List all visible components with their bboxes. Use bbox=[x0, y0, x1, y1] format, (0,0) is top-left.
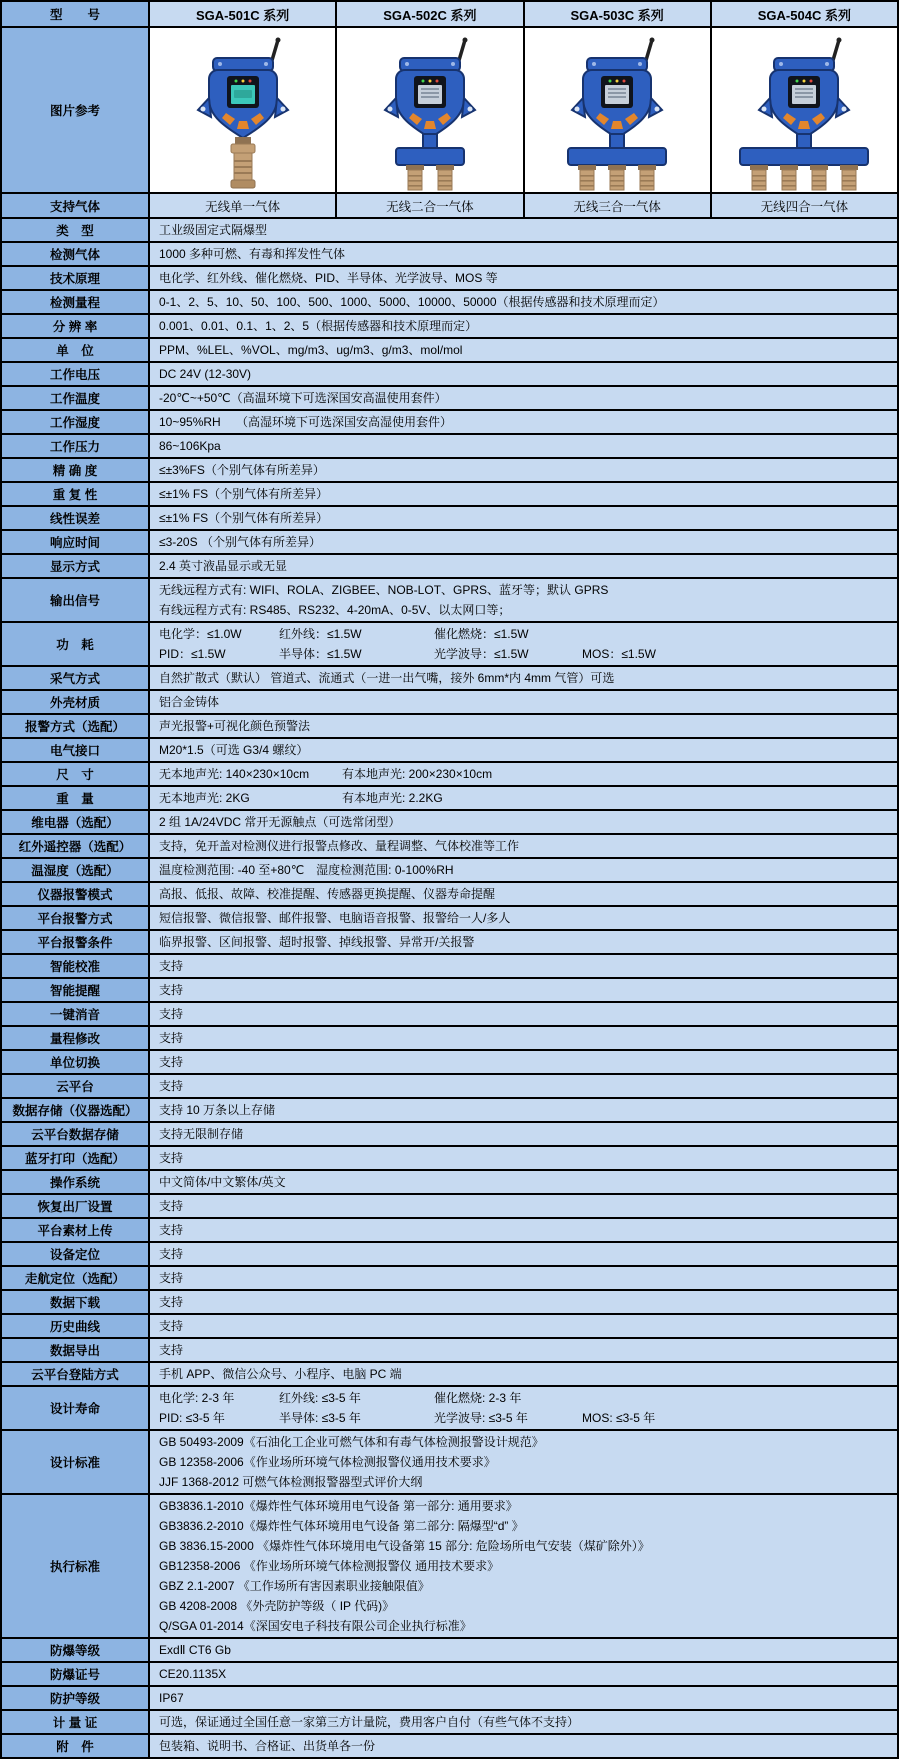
spec-row-value: 包装箱、说明书、合格证、出货单各一份 bbox=[150, 1735, 897, 1757]
spec-row-label: 平台报警条件 bbox=[2, 931, 150, 953]
gas-detector-triple-illustration bbox=[526, 34, 708, 192]
spec-row bbox=[2, 1687, 897, 1711]
supported-gas-504c: 无线四合一气体 bbox=[712, 194, 897, 217]
spec-row-label: 维电器（选配） bbox=[2, 811, 150, 833]
spec-row bbox=[2, 339, 897, 363]
spec-value-segment: 无本地声光: 2KG bbox=[159, 791, 250, 805]
spec-row-label: 分 辨 率 bbox=[2, 315, 150, 337]
spec-value-segment: 催化燃烧: 2-3 年 bbox=[434, 1391, 522, 1405]
spec-row bbox=[2, 1099, 897, 1123]
spec-row bbox=[2, 579, 897, 623]
spec-row-value: 2 组 1A/24VDC 常开无源触点（可选常闭型） bbox=[150, 811, 897, 833]
spec-row bbox=[2, 883, 897, 907]
spec-row-value: 支持 bbox=[150, 1267, 897, 1289]
spec-row-label: 精 确 度 bbox=[2, 459, 150, 481]
spec-row bbox=[2, 1075, 897, 1099]
spec-row bbox=[2, 1123, 897, 1147]
spec-row bbox=[2, 811, 897, 835]
spec-row-label: 电气接口 bbox=[2, 739, 150, 761]
spec-row-label: 检测气体 bbox=[2, 243, 150, 265]
spec-rows-container bbox=[2, 219, 897, 1757]
spec-row-value: 无线远程方式有: WIFI、ROLA、ZIGBEE、NOB-LOT、GPRS、蓝牙等；默认 GPRS 有线远程方式有: RS485、RS232、4-20mA、0-5V、以太网口等； bbox=[150, 579, 897, 621]
spec-row-value bbox=[150, 763, 897, 785]
spec-row-value: M20*1.5（可选 G3/4 螺纹） bbox=[150, 739, 897, 761]
spec-row-label: 单 位 bbox=[2, 339, 150, 361]
spec-value-segment: 有本地声光: 200×230×10cm bbox=[342, 767, 493, 781]
spec-row bbox=[2, 1051, 897, 1075]
model-header-row bbox=[2, 2, 897, 28]
spec-row-value: 支持 bbox=[150, 955, 897, 977]
spec-row-label: 云平台 bbox=[2, 1075, 150, 1097]
spec-row-value: 0.001、0.01、0.1、1、2、5（根据传感器和技术原理而定） bbox=[150, 315, 897, 337]
spec-row-label: 显示方式 bbox=[2, 555, 150, 577]
spec-row-value: 1000 多种可燃、有毒和挥发性气体 bbox=[150, 243, 897, 265]
spec-row-value: 86~106Kpa bbox=[150, 435, 897, 457]
spec-row-label: 数据下载 bbox=[2, 1291, 150, 1313]
supported-gas-label: 支持气体 bbox=[2, 194, 150, 217]
spec-row-label: 云平台数据存储 bbox=[2, 1123, 150, 1145]
spec-row-value: GB3836.1-2010《爆炸性气体环境用电气设备 第一部分: 通用要求》 GB3836.2-2010《爆炸性气体环境用电气设备 第二部分: 隔爆型“d” 》 GB 3836.15-2000 《爆炸性气体环境用电气设备第 15 部分: 危险场所电气安装（煤矿除外）》 GB12358-2006 《作业场所环境气体检测报警仪 通用技术要求》 GBZ 2.1-2007 《工作场所有害因素职业接触限值》 GB 4208-2008 《外壳防护等级（ IP 代码)》 Q/SGA 01-2014《深国安电子科技有限公司企业执行标准》 bbox=[150, 1495, 897, 1637]
spec-row-label: 单位切换 bbox=[2, 1051, 150, 1073]
spec-row-value: 支持 bbox=[150, 1315, 897, 1337]
spec-row-label: 防爆等级 bbox=[2, 1639, 150, 1661]
spec-row bbox=[2, 835, 897, 859]
spec-row-value: 10~95%RH （高湿环境下可选深国安高湿使用套件） bbox=[150, 411, 897, 433]
spec-row bbox=[2, 955, 897, 979]
spec-row bbox=[2, 1003, 897, 1027]
spec-row-value: ≤±1% FS（个别气体有所差异） bbox=[150, 507, 897, 529]
spec-row-value: DC 24V (12-30V) bbox=[150, 363, 897, 385]
spec-row bbox=[2, 291, 897, 315]
spec-value-segment: 半导体：≤1.5W bbox=[279, 647, 362, 661]
spec-row-value: 中文简体/中文繁体/英文 bbox=[150, 1171, 897, 1193]
spec-row bbox=[2, 1387, 897, 1431]
spec-value-segment: MOS: ≤3-5 年 bbox=[582, 1411, 656, 1425]
spec-row bbox=[2, 739, 897, 763]
spec-value-segment: 催化燃烧：≤1.5W bbox=[434, 627, 529, 641]
spec-row-label: 尺 寸 bbox=[2, 763, 150, 785]
spec-row-value: 支持 bbox=[150, 1075, 897, 1097]
spec-value-segment: MOS：≤1.5W bbox=[582, 647, 656, 661]
spec-row bbox=[2, 1171, 897, 1195]
spec-row bbox=[2, 691, 897, 715]
spec-row-label: 计 量 证 bbox=[2, 1711, 150, 1733]
spec-row-label: 报警方式（选配） bbox=[2, 715, 150, 737]
spec-row bbox=[2, 763, 897, 787]
spec-row-label: 响应时间 bbox=[2, 531, 150, 553]
spec-value-segment: 电化学: 2-3 年 bbox=[159, 1391, 235, 1405]
spec-row-label: 功 耗 bbox=[2, 623, 150, 665]
spec-row bbox=[2, 859, 897, 883]
gas-detector-quad-illustration bbox=[713, 34, 895, 192]
spec-row-label: 工作湿度 bbox=[2, 411, 150, 433]
spec-row-label: 类 型 bbox=[2, 219, 150, 241]
spec-row bbox=[2, 555, 897, 579]
spec-row-value: ExdⅡ CT6 Gb bbox=[150, 1639, 897, 1661]
spec-row-value: 支持 bbox=[150, 1219, 897, 1241]
spec-value-segment: 红外线: ≤3-5 年 bbox=[279, 1391, 361, 1405]
spec-row bbox=[2, 787, 897, 811]
spec-row-value: 0-1、2、5、10、50、100、500、1000、5000、10000、50000（根据传感器和技术原理而定） bbox=[150, 291, 897, 313]
spec-row-value: 支持 bbox=[150, 979, 897, 1001]
spec-row-label: 设计标准 bbox=[2, 1431, 150, 1493]
model-name-sga-503c: SGA-503C 系列 bbox=[525, 2, 712, 26]
spec-row bbox=[2, 1339, 897, 1363]
spec-row bbox=[2, 1219, 897, 1243]
spec-row-label: 智能提醒 bbox=[2, 979, 150, 1001]
spec-row-label: 重 复 性 bbox=[2, 483, 150, 505]
model-name-sga-502c: SGA-502C 系列 bbox=[337, 2, 524, 26]
spec-row-value bbox=[150, 623, 897, 665]
spec-row bbox=[2, 435, 897, 459]
spec-row bbox=[2, 1735, 897, 1757]
spec-row bbox=[2, 531, 897, 555]
spec-row-label: 执行标准 bbox=[2, 1495, 150, 1637]
spec-row-value: 自然扩散式（默认） 管道式、流通式（一进一出气嘴，接外 6mm*内 4mm 气管）可选 bbox=[150, 667, 897, 689]
product-photo-single-gas bbox=[150, 28, 337, 192]
gas-detector-single-illustration bbox=[152, 34, 334, 192]
spec-row-value: ≤±1% FS（个别气体有所差异） bbox=[150, 483, 897, 505]
spec-row-value: GB 50493-2009《石油化工企业可燃气体和有毒气体检测报警设计规范》 GB 12358-2006《作业场所环境气体检测报警仪通用技术要求》 JJF 1368-2012 可燃气体检测报警器型式评价大纲 bbox=[150, 1431, 897, 1493]
spec-value-segment: 光学波导: ≤3-5 年 bbox=[434, 1411, 528, 1425]
spec-row-label: 平台报警方式 bbox=[2, 907, 150, 929]
spec-row bbox=[2, 1315, 897, 1339]
spec-value-segment: 光学波导：≤1.5W bbox=[434, 647, 529, 661]
spec-row bbox=[2, 1147, 897, 1171]
spec-row-value: ≤3-20S （个别气体有所差异） bbox=[150, 531, 897, 553]
spec-row-value: 支持 bbox=[150, 1147, 897, 1169]
spec-row-value: 声光报警+可视化颜色预警法 bbox=[150, 715, 897, 737]
spec-row-label: 线性误差 bbox=[2, 507, 150, 529]
spec-row bbox=[2, 1027, 897, 1051]
spec-row bbox=[2, 667, 897, 691]
spec-row bbox=[2, 1267, 897, 1291]
spec-row-label: 设计寿命 bbox=[2, 1387, 150, 1429]
spec-row-value: 电化学、红外线、催化燃烧、PID、半导体、光学波导、MOS 等 bbox=[150, 267, 897, 289]
spec-row-label: 量程修改 bbox=[2, 1027, 150, 1049]
spec-row bbox=[2, 1291, 897, 1315]
spec-row-value: 高报、低报、故障、校准提醒、传感器更换提醒、仪器寿命提醒 bbox=[150, 883, 897, 905]
spec-row-label: 智能校准 bbox=[2, 955, 150, 977]
spec-row bbox=[2, 1243, 897, 1267]
spec-row bbox=[2, 507, 897, 531]
spec-value-segment: 红外线：≤1.5W bbox=[279, 627, 362, 641]
spec-row bbox=[2, 243, 897, 267]
spec-row-value: 支持，免开盖对检测仪进行报警点修改、量程调整、气体校准等工作 bbox=[150, 835, 897, 857]
spec-row-value: 短信报警、微信报警、邮件报警、电脑语音报警、报警给一人/多人 bbox=[150, 907, 897, 929]
spec-row bbox=[2, 623, 897, 667]
gas-detector-dual-illustration bbox=[339, 34, 521, 192]
image-row-label: 图片参考 bbox=[2, 28, 150, 192]
spec-row bbox=[2, 1363, 897, 1387]
spec-row-value: 手机 APP、微信公众号、小程序、电脑 PC 端 bbox=[150, 1363, 897, 1385]
spec-row-label: 操作系统 bbox=[2, 1171, 150, 1193]
spec-row-value: 可选，保证通过全国任意一家第三方计量院，费用客户自付（有些气体不支持） bbox=[150, 1711, 897, 1733]
image-reference-row bbox=[2, 28, 897, 194]
spec-row-value: 支持 bbox=[150, 1003, 897, 1025]
spec-row bbox=[2, 219, 897, 243]
spec-row-label: 附 件 bbox=[2, 1735, 150, 1757]
model-header-label: 型 号 bbox=[2, 2, 150, 26]
supported-gas-503c: 无线三合一气体 bbox=[525, 194, 712, 217]
spec-row bbox=[2, 1431, 897, 1495]
spec-value-segment: 有本地声光: 2.2KG bbox=[342, 791, 443, 805]
spec-row-label: 仪器报警模式 bbox=[2, 883, 150, 905]
spec-row-value: 支持 10 万条以上存储 bbox=[150, 1099, 897, 1121]
spec-row-label: 技术原理 bbox=[2, 267, 150, 289]
spec-row bbox=[2, 363, 897, 387]
spec-row-value: 铝合金铸体 bbox=[150, 691, 897, 713]
spec-row-value: ≤±3%FS（个别气体有所差异） bbox=[150, 459, 897, 481]
supported-gas-row bbox=[2, 194, 897, 219]
spec-row-label: 防爆证号 bbox=[2, 1663, 150, 1685]
product-photo-triple-gas bbox=[525, 28, 712, 192]
spec-row-label: 重 量 bbox=[2, 787, 150, 809]
spec-row bbox=[2, 715, 897, 739]
spec-row bbox=[2, 267, 897, 291]
spec-row-label: 历史曲线 bbox=[2, 1315, 150, 1337]
spec-row-label: 红外遥控器（选配） bbox=[2, 835, 150, 857]
spec-row-label: 温湿度（选配） bbox=[2, 859, 150, 881]
model-name-sga-504c: SGA-504C 系列 bbox=[712, 2, 897, 26]
spec-row-value: 支持 bbox=[150, 1195, 897, 1217]
spec-value-segment: 半导体: ≤3-5 年 bbox=[279, 1411, 361, 1425]
spec-row-value: 温度检测范围: -40 至+80℃ 湿度检测范围: 0-100%RH bbox=[150, 859, 897, 881]
spec-row-value: 支持 bbox=[150, 1051, 897, 1073]
spec-row bbox=[2, 931, 897, 955]
spec-value-segment: 电化学：≤1.0W bbox=[159, 627, 242, 641]
spec-row bbox=[2, 1711, 897, 1735]
spec-row-label: 一键消音 bbox=[2, 1003, 150, 1025]
spec-row-label: 设备定位 bbox=[2, 1243, 150, 1265]
spec-row-value: -20℃~+50℃（高温环境下可选深国安高温使用套件） bbox=[150, 387, 897, 409]
spec-row-value: 支持无限制存储 bbox=[150, 1123, 897, 1145]
spec-row bbox=[2, 483, 897, 507]
spec-row-label: 检测量程 bbox=[2, 291, 150, 313]
spec-row-value: 支持 bbox=[150, 1027, 897, 1049]
spec-value-segment: PID：≤1.5W bbox=[159, 647, 226, 661]
product-photo-quad-gas bbox=[712, 28, 897, 192]
spec-row-value: 工业级固定式隔爆型 bbox=[150, 219, 897, 241]
spec-row-value: 支持 bbox=[150, 1243, 897, 1265]
spec-row-label: 数据存储（仪器选配） bbox=[2, 1099, 150, 1121]
model-name-sga-501c: SGA-501C 系列 bbox=[150, 2, 337, 26]
spec-row-value bbox=[150, 1387, 897, 1429]
spec-row-label: 走航定位（选配） bbox=[2, 1267, 150, 1289]
spec-row-value: 临界报警、区间报警、超时报警、掉线报警、异常开/关报警 bbox=[150, 931, 897, 953]
spec-row-value: CE20.1135X bbox=[150, 1663, 897, 1685]
product-photo-dual-gas bbox=[337, 28, 524, 192]
spec-row bbox=[2, 315, 897, 339]
spec-value-segment: 无本地声光: 140×230×10cm bbox=[159, 767, 310, 781]
spec-row bbox=[2, 979, 897, 1003]
spec-row-value: 支持 bbox=[150, 1291, 897, 1313]
spec-row-value: PPM、%LEL、%VOL、mg/m3、ug/m3、g/m3、mol/mol bbox=[150, 339, 897, 361]
spec-row-label: 工作电压 bbox=[2, 363, 150, 385]
spec-value-segment: PID: ≤3-5 年 bbox=[159, 1411, 225, 1425]
spec-row bbox=[2, 1495, 897, 1639]
spec-row-label: 工作压力 bbox=[2, 435, 150, 457]
supported-gas-502c: 无线二合一气体 bbox=[337, 194, 524, 217]
spec-row-value: IP67 bbox=[150, 1687, 897, 1709]
spec-row-label: 外壳材质 bbox=[2, 691, 150, 713]
spec-row-label: 输出信号 bbox=[2, 579, 150, 621]
spec-row-label: 平台素材上传 bbox=[2, 1219, 150, 1241]
spec-row bbox=[2, 1663, 897, 1687]
spec-row-value: 支持 bbox=[150, 1339, 897, 1361]
spec-row-value: 2.4 英寸液晶显示或无显 bbox=[150, 555, 897, 577]
spec-row-label: 防护等级 bbox=[2, 1687, 150, 1709]
spec-row bbox=[2, 1195, 897, 1219]
spec-row-label: 工作温度 bbox=[2, 387, 150, 409]
spec-row-label: 采气方式 bbox=[2, 667, 150, 689]
spec-row-label: 数据导出 bbox=[2, 1339, 150, 1361]
spec-row-label: 恢复出厂设置 bbox=[2, 1195, 150, 1217]
supported-gas-501c: 无线单一气体 bbox=[150, 194, 337, 217]
spec-row bbox=[2, 459, 897, 483]
spec-row bbox=[2, 411, 897, 435]
spec-row bbox=[2, 1639, 897, 1663]
spec-row-label: 蓝牙打印（选配） bbox=[2, 1147, 150, 1169]
spec-row-label: 云平台登陆方式 bbox=[2, 1363, 150, 1385]
spec-row bbox=[2, 387, 897, 411]
spec-row bbox=[2, 907, 897, 931]
spec-row-value bbox=[150, 787, 897, 809]
